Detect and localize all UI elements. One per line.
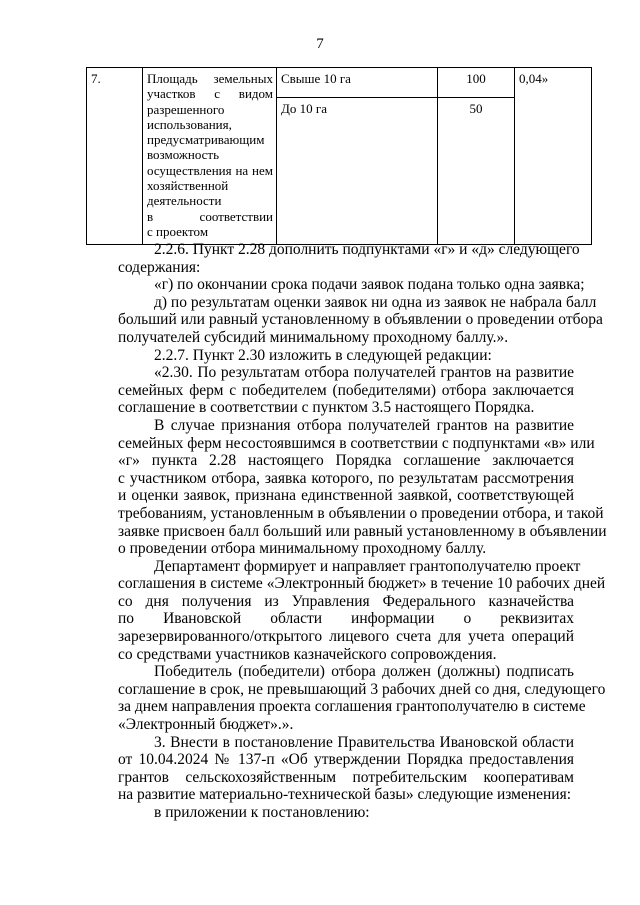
- text-line: «Электронный бюджет».».: [118, 716, 294, 734]
- text-line: семейных ферм с победителем (победителями) отбора заключается: [118, 381, 574, 399]
- text-line: д) по результатам оценки заявок ни одна из заявок не набрала балл: [154, 293, 597, 311]
- text-line: 3. Внести в постановление Правительства Ивановской области: [154, 733, 574, 751]
- text-line: больший или равный установленному в объявлении о проведении отбора: [118, 311, 603, 329]
- text-line: грантов сельскохозяйственным потребительским кооперативам: [118, 768, 574, 786]
- text-line: в приложении к постановлению:: [154, 804, 370, 821]
- text-line: семейных ферм несостоявшимся в соответствии с подпунктами «в» или: [118, 434, 595, 452]
- text-line: за днем направления проекта соглашения грантополучателю в системе: [118, 698, 586, 716]
- text-line: и оценки заявок, признана единственной заявкой, соответствующей: [118, 487, 574, 505]
- option-score: 100: [438, 68, 515, 98]
- text-line: о проведении отбора минимальному проходному баллу.: [118, 540, 487, 558]
- text-line: содержания:: [118, 258, 201, 276]
- criterion-line: Площадь земельных: [147, 71, 273, 86]
- text-line: с участником отбора, заявка которого, по результатам рассмотрения: [118, 469, 574, 487]
- text-line: заявке присвоен балл больший или равный установленному в объявлении: [118, 522, 607, 540]
- criterion-line: в соответствии: [147, 208, 273, 224]
- text-line: соглашение в срок, не превышающий 3 рабочих дней со дня, следующего: [118, 680, 606, 698]
- criterion-line: использования,: [147, 116, 232, 132]
- text-line: соглашения в системе «Электронный бюджет» в течение 10 рабочих дней: [118, 575, 606, 593]
- criterion-line: с проектом: [147, 223, 209, 239]
- text-line: на развитие материально-технической базы» следующие изменения:: [118, 786, 572, 804]
- text-line: «г) по окончании срока подачи заявок подана только одна заявка;: [154, 276, 585, 294]
- document-body: [118, 241, 607, 822]
- page-number: 7: [316, 36, 324, 52]
- criterion-line: деятельности: [147, 193, 222, 209]
- text-line: В случае признания отбора получателей грантов на развитие: [154, 416, 574, 434]
- text-line: 2.2.6. Пункт 2.28 дополнить подпунктами «г» и «д» следующего: [154, 241, 580, 258]
- row-number: 7.: [87, 68, 143, 245]
- text-line: со средствами участников казначейского сопровождения.: [118, 645, 497, 663]
- text-line: со дня получения из Управления Федерального казначейства: [118, 592, 574, 610]
- criterion-line: осуществления на нем: [147, 162, 273, 178]
- text-line: «2.30. По результатам отбора получателей грантов на развитие: [154, 364, 574, 382]
- criterion-cell: [143, 68, 277, 245]
- table-row: [87, 68, 592, 98]
- criterion-line: разрешенного: [147, 101, 225, 117]
- text-line: Департамент формирует и направляет грантополучателю проект: [154, 557, 581, 575]
- text-line: 2.2.7. Пункт 2.30 изложить в следующей редакции:: [154, 346, 492, 364]
- criterion-line: возможность: [147, 147, 220, 163]
- text-line: соглашение в соответствии с пунктом 3.5 настоящего Порядка.: [118, 399, 535, 417]
- criterion-line: хозяйственной: [147, 178, 229, 194]
- criterion-line: предусматривающим: [147, 132, 265, 148]
- text-line: требованиям, установленным в объявлении о проведении отбора, и такой: [118, 504, 604, 522]
- text-line: от 10.04.2024 № 137-п «Об утверждении Порядка предоставления: [118, 751, 574, 769]
- criteria-table: [86, 67, 592, 245]
- text-line: зарезервированного/открытого лицевого счета для учета операций: [118, 628, 574, 646]
- criterion-line: участков с видом: [147, 86, 273, 102]
- text-line: по Ивановской области информации о реквизитах: [118, 610, 574, 628]
- weight-cell: 0,04»: [515, 68, 592, 245]
- option-score: 50: [438, 98, 515, 245]
- option-label: Свыше 10 га: [277, 68, 438, 98]
- option-label: До 10 га: [277, 98, 438, 245]
- text-line: Победитель (победители) отбора должен (должны) подписать: [154, 663, 574, 681]
- text-line: получателей субсидий минимальному проходному баллу.».: [118, 328, 509, 346]
- text-line: «г» пункта 2.28 настоящего Порядка соглашение заключается: [118, 452, 574, 470]
